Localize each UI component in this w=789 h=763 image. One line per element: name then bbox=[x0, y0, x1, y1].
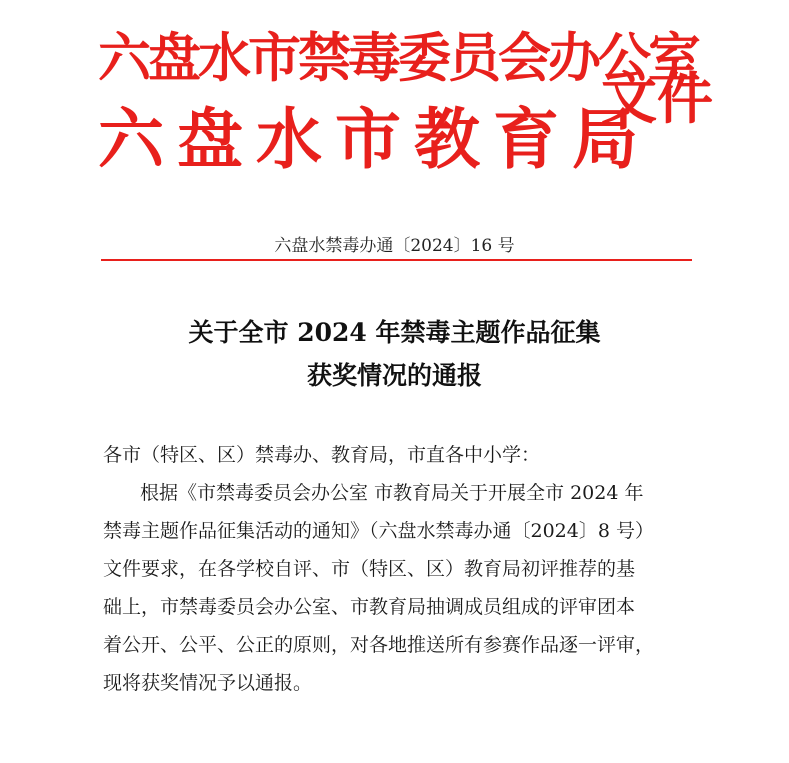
salutation: 各市（特区、区）禁毒办、教育局，市直各中小学： bbox=[103, 444, 541, 466]
document-title-line-1: 关于全市 2024 年禁毒主题作品征集 bbox=[188, 318, 601, 347]
issuing-org-2: 六盘水市教育局 bbox=[98, 101, 651, 178]
paragraph-line: 着公开、公平、公正的原则，对各地推送所有参赛作品逐一评审， bbox=[103, 634, 655, 656]
document-title-line-2: 获奖情况的通报 bbox=[306, 361, 482, 390]
red-divider-line bbox=[101, 259, 692, 261]
document-suffix: 文件 bbox=[601, 67, 713, 132]
issuing-org-1: 六盘水市禁毒委员会办公室 bbox=[98, 28, 698, 89]
document-number: 六盘水禁毒办通〔2024〕16 号 bbox=[274, 236, 515, 256]
paragraph-line: 禁毒主题作品征集活动的通知》（六盘水禁毒办通〔2024〕8 号） bbox=[103, 520, 654, 542]
paragraph-line: 础上，市禁毒委员会办公室、市教育局抽调成员组成的评审团本 bbox=[103, 596, 636, 618]
paragraph-line: 根据《市禁毒委员会办公室 市教育局关于开展全市 2024 年 bbox=[140, 482, 644, 504]
paragraph-line: 现将获奖情况予以通报。 bbox=[103, 672, 313, 694]
paragraph-line: 文件要求，在各学校自评、市（特区、区）教育局初评推荐的基 bbox=[103, 558, 636, 580]
